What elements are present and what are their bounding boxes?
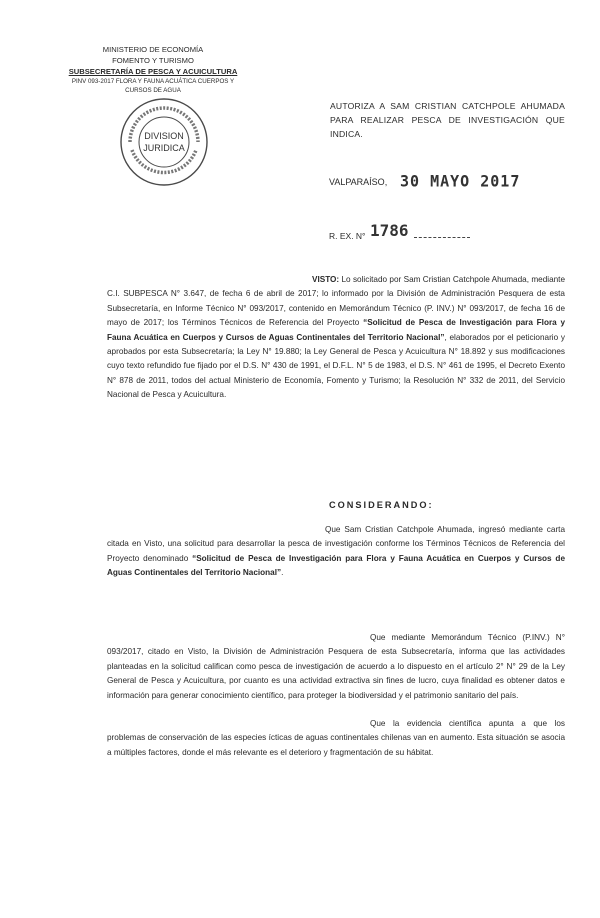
resolution-number-label: R. EX. N° bbox=[329, 231, 366, 241]
visto-text-2: , elaborados por el peticionario y aprobados por esta Subsecretaría; la Ley N° 19.880; la Ley General de Pesca y Acuicultura N° 18.892 y sus modificaciones cuyo texto refundido fue fijado por el D.S. N° 430 de 1991, el D.F.L. N° 5 de 1983, el D.S. N° 461 de 1995, el Decreto Exento N° 878 de 2011, todos del actual Ministerio de Economía, Fomento y Turismo; la Resolución N° 332 de 2011, del Servicio Nacional de Pesca y Acuicultura. bbox=[107, 332, 565, 400]
p1-project-title: “Solicitud de Pesca de Investigación para Flora y Fauna Acuática en Cuerpos y Cursos de Aguas Continentales del Territorio Nacional” bbox=[107, 553, 565, 578]
file-reference-2: CURSOS DE AGUA bbox=[125, 87, 181, 94]
resolution-number-underline bbox=[414, 237, 470, 238]
visto-label: VISTO: bbox=[312, 275, 340, 284]
stamp-text-1: DIVISION bbox=[144, 131, 184, 141]
p1-end: . bbox=[281, 568, 284, 578]
resolution-number: 1786 bbox=[370, 221, 409, 240]
division-juridica-stamp bbox=[118, 96, 210, 188]
file-reference: PINV 093-2017 FLORA Y FAUNA ACUÁTICA CUERPOS Y bbox=[71, 78, 235, 85]
project-title: “Solicitud de Pesca de Investigación para Flora y Fauna Acuática en Cuerpos y Cursos de Aguas Continentales del Territorio Nacional” bbox=[107, 318, 565, 342]
visto-paragraph bbox=[107, 273, 565, 403]
ministry-subtitle: FOMENTO Y TURISMO bbox=[112, 56, 194, 65]
visto-text-1: Lo solicitado por Sam Cristian Catchpole Ahumada, mediante C.I. SUBPESCA N° 3.647, de fecha 6 de abril de 2017; lo informado por la División de Administración Pesquera de esta Subsecretaría, en Informe Técnico N° 093/2017, contenido en Memorándum Técnico (P. INV.) N° 093/2017, de fecha 16 de mayo de 2017; los Términos Técnicos de Referencia del Proyecto bbox=[107, 275, 565, 328]
considerando-heading: CONSIDERANDO: bbox=[329, 500, 434, 510]
ministry-name: MINISTERIO DE ECONOMÍA bbox=[102, 45, 204, 54]
letterhead bbox=[38, 44, 268, 95]
considerando-paragraph-1 bbox=[107, 523, 565, 581]
date-stamp: 30 MAYO 2017 bbox=[400, 171, 521, 191]
considerando-paragraph-3: Que la evidencia científica apunta a que los problemas de conservación de las especies ícticas de aguas continentales chilenas van en aumento. Esta situación se asocia a múltiples factores, donde el más relevante es el deterioro y fragmentación de su hábitat. bbox=[107, 719, 565, 757]
stamp-text-2: JURIDICA bbox=[143, 143, 185, 153]
undersecretariat-name: SUBSECRETARÍA DE PESCA Y ACUICULTURA bbox=[68, 67, 238, 76]
p1-text: Que Sam Cristian Catchpole Ahumada, ingresó mediante carta citada en Visto, una solicitud para desarrollar la pesca de investigación conforme los Términos Técnicos de Referencia del Proyecto denominado bbox=[107, 525, 565, 563]
considerando-paragraph-2: Que mediante Memorándum Técnico (P.INV.) N° 093/2017, citado en Visto, la División de Administración Pesquera de esta Subsecretaría, informa que las actividades planteadas en la solicitud califican como pesca de investigación de acuerdo a lo dispuesto en el artículo 2° N° 29 de la Ley General de Pesca y Acuicultura, por cuanto es una actividad extractiva sin fines de lucro, cuya finalidad es obtener datos e información para generar conocimiento científico, para proteger la biodiversidad y el patrimonio sanitario del país. bbox=[107, 633, 565, 700]
city: VALPARAÍSO, bbox=[329, 177, 388, 187]
resolution-summary: AUTORIZA A SAM CRISTIAN CATCHPOLE AHUMADA PARA REALIZAR PESCA DE INVESTIGACIÓN QUE INDICA. bbox=[330, 101, 565, 139]
